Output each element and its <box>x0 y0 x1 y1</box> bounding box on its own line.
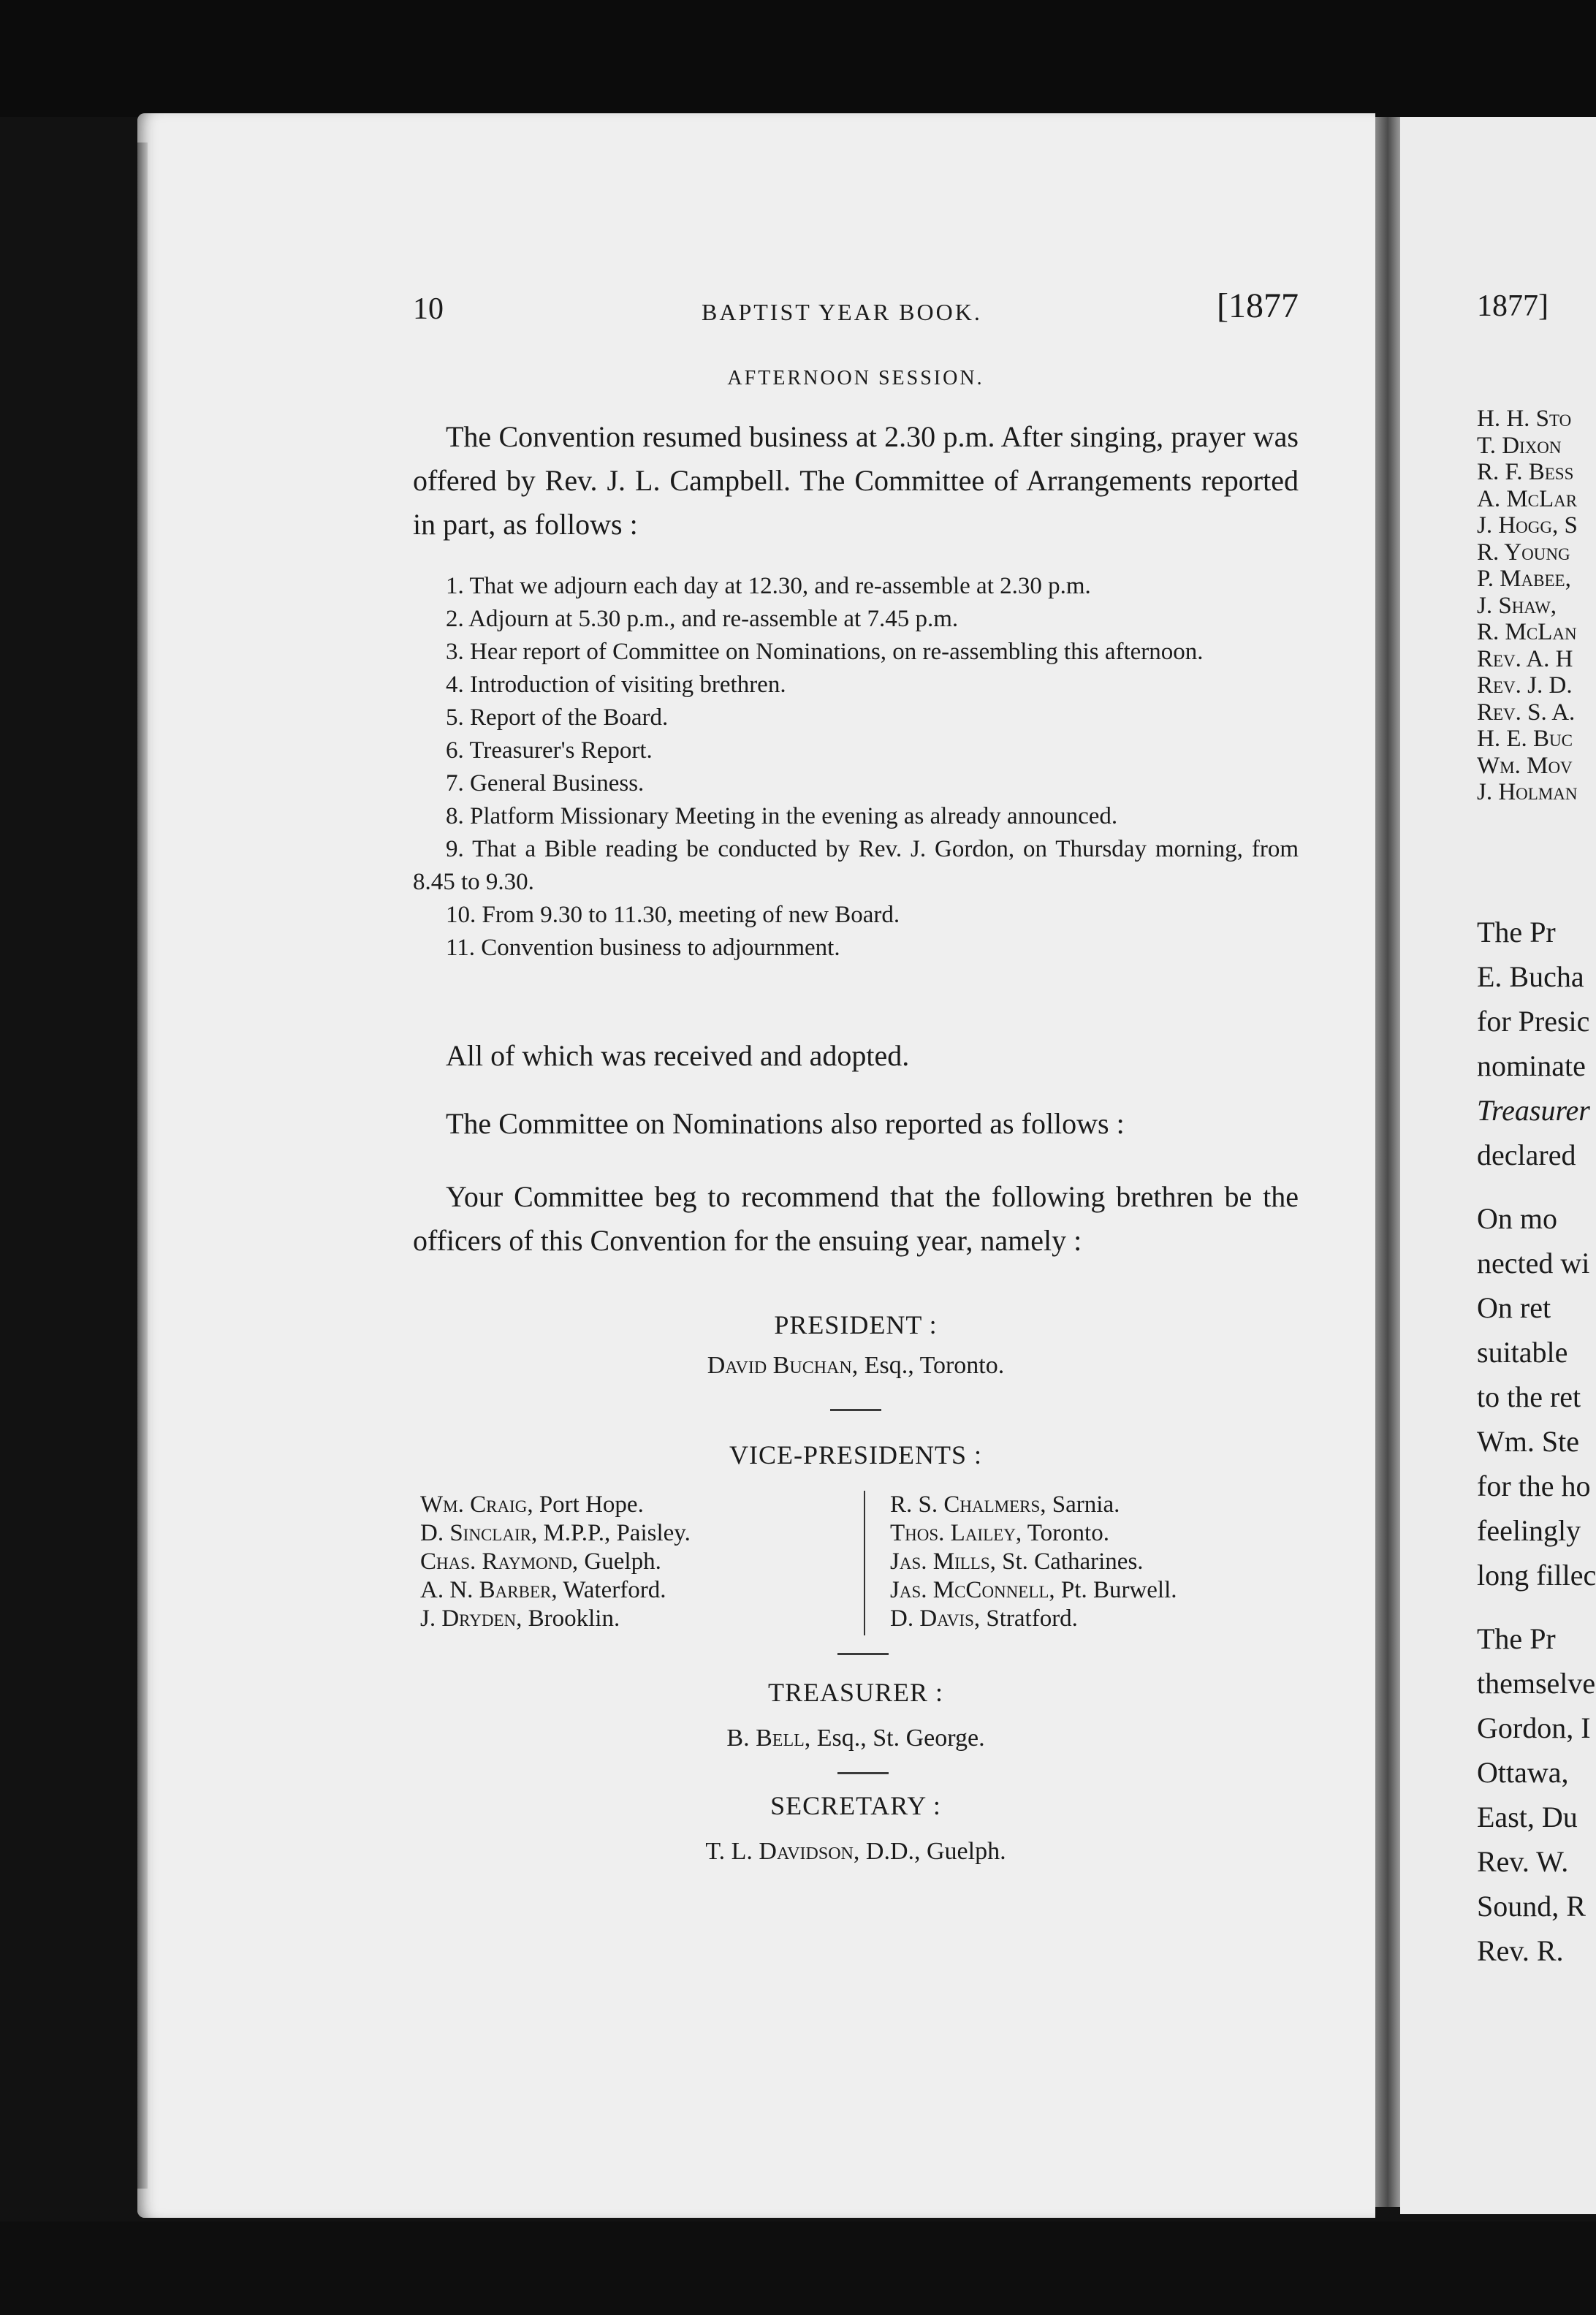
list-item: 1. That we adjourn each day at 12.30, and re-assemble at 2.30 p.m. <box>446 573 1091 599</box>
vice-president-place: , Waterford. <box>551 1577 666 1603</box>
facing-text-line: declared <box>1477 1139 1576 1171</box>
facing-name: J. Holman <box>1477 779 1578 805</box>
column-divider <box>864 1491 865 1635</box>
vice-president-place: , Guelph. <box>571 1548 661 1575</box>
running-year: [1877 <box>1217 286 1299 325</box>
right-page-fragment <box>1400 117 1596 2214</box>
vice-president-name: J. Dryden <box>420 1605 517 1632</box>
vice-president-entry <box>890 1576 1177 1605</box>
facing-text-line: East, Du <box>1477 1801 1578 1833</box>
nominations-paragraph: The Committee on Nominations also reported as follows : <box>446 1107 1125 1140</box>
facing-text-spacer <box>1477 1597 1596 1616</box>
facing-text-spacer <box>1477 1177 1596 1196</box>
vice-president-name: Jas. Mills <box>890 1548 990 1575</box>
vice-president-place: , Sarnia. <box>1040 1491 1120 1518</box>
arrangements-list <box>413 570 1299 965</box>
facing-name: R. McLan <box>1477 619 1577 645</box>
list-item: 2. Adjourn at 5.30 p.m., and re-assemble at 7.45 p.m. <box>446 606 959 632</box>
vice-president-name: Jas. McConnell <box>890 1577 1049 1603</box>
vice-president-entry <box>420 1519 691 1548</box>
vice-president-name: Wm. Craig <box>420 1491 528 1518</box>
secretary-entry <box>413 1838 1299 1866</box>
vice-president-entry <box>420 1605 691 1633</box>
secretary-name: T. L. Davidson <box>705 1838 854 1865</box>
facing-text-line: Sound, R <box>1477 1890 1586 1923</box>
list-item: 11. Convention business to adjournment. <box>446 935 840 961</box>
facing-text-line: for Presic <box>1477 1005 1590 1038</box>
facing-text-line: Treasurer <box>1477 1094 1590 1127</box>
vice-president-name: D. Sinclair <box>420 1520 531 1546</box>
facing-text-line: Wm. Ste <box>1477 1425 1579 1458</box>
vice-presidents-heading: VICE-PRESIDENTS : <box>729 1440 982 1470</box>
vice-president-name: R. S. Chalmers <box>890 1491 1041 1518</box>
president-heading: PRESIDENT : <box>774 1310 938 1339</box>
facing-name: J. Shaw, <box>1477 592 1557 619</box>
vice-president-name: D. Davis <box>890 1605 974 1632</box>
secretary-detail: , D.D., Guelph. <box>853 1838 1006 1865</box>
facing-running-year: 1877] <box>1477 289 1548 323</box>
vice-president-entry <box>890 1605 1177 1633</box>
facing-text-line: Rev. R. <box>1477 1934 1564 1967</box>
list-item: 3. Hear report of Committee on Nominations, on re-assembling this afternoon. <box>446 639 1204 665</box>
section-rule <box>837 1772 889 1774</box>
facing-name: J. Hogg, S <box>1477 512 1578 539</box>
treasurer-entry <box>413 1725 1299 1752</box>
treasurer-name: B. Bell <box>726 1725 805 1752</box>
facing-text-line: for the ho <box>1477 1470 1591 1502</box>
facing-text-line: On ret <box>1477 1291 1551 1324</box>
facing-text-line: The Pr <box>1477 916 1556 949</box>
president-entry <box>413 1352 1299 1380</box>
session-heading: AFTERNOON SESSION. <box>727 367 984 389</box>
facing-name: Rev. A. H <box>1477 645 1573 672</box>
treasurer-heading: TREASURER : <box>767 1678 944 1707</box>
book-gutter <box>1375 117 1400 2207</box>
facing-text-line: feelingly <box>1477 1514 1581 1547</box>
running-head <box>413 281 1299 340</box>
facing-text-line: themselve <box>1477 1667 1596 1700</box>
vice-president-entry <box>890 1548 1177 1576</box>
facing-text-line: Rev. W. <box>1477 1845 1569 1878</box>
list-item: 4. Introduction of visiting brethren. <box>446 672 786 698</box>
vice-president-name: Chas. Raymond <box>420 1548 572 1575</box>
vice-president-entry <box>890 1519 1177 1548</box>
vice-president-entry <box>890 1491 1177 1519</box>
scan-backdrop-bottom <box>0 2221 1596 2315</box>
section-rule <box>837 1653 889 1655</box>
facing-text-line: On mo <box>1477 1202 1557 1235</box>
vice-president-place: , Toronto. <box>1015 1520 1109 1546</box>
facing-name: R. Young <box>1477 539 1570 566</box>
list-item: 8. Platform Missionary Meeting in the evening as already announced. <box>446 803 1118 829</box>
vice-president-name: Thos. Lailey <box>890 1520 1016 1546</box>
facing-name: Rev. J. D. <box>1477 672 1573 699</box>
vice-president-place: , St. Catharines. <box>989 1548 1144 1575</box>
facing-text-line: suitable <box>1477 1336 1568 1369</box>
recommend-paragraph: Your Committee beg to recommend that the following brethren be the officers of this Convention for the ensuing year, namely : <box>413 1180 1299 1257</box>
president-detail: , Esq., Toronto. <box>851 1352 1005 1379</box>
vice-president-entry <box>420 1491 691 1519</box>
facing-name: P. Mabee, <box>1477 566 1571 592</box>
list-item: 9. That a Bible reading be conducted by Rev. J. Gordon, on Thursday morning, from 8.45 to 9.30. <box>413 836 1299 895</box>
list-item: 6. Treasurer's Report. <box>446 737 653 764</box>
president-name: David Buchan <box>707 1352 852 1379</box>
running-title: BAPTIST YEAR BOOK. <box>702 299 982 325</box>
facing-body-text <box>1477 910 1596 1973</box>
list-item: 7. General Business. <box>446 770 645 797</box>
facing-text-line: nected wi <box>1477 1247 1590 1280</box>
secretary-heading: SECRETARY : <box>770 1791 941 1820</box>
list-item: 5. Report of the Board. <box>446 704 669 731</box>
intro-paragraph: The Convention resumed business at 2.30 p.m. After singing, prayer was offered by Rev. J. L. Campbell. The Committee of Arrangements reported in part, as follows : <box>413 420 1299 541</box>
section-rule <box>830 1409 881 1411</box>
vice-president-entry <box>420 1576 691 1605</box>
treasurer-detail: , Esq., St. George. <box>804 1725 985 1752</box>
vice-president-place: , Port Hope. <box>527 1491 644 1518</box>
vice-president-place: , M.P.P., Paisley. <box>531 1520 691 1546</box>
vice-president-entry <box>420 1548 691 1576</box>
facing-name: Wm. Mov <box>1477 752 1573 779</box>
facing-text-line: nominate <box>1477 1049 1586 1082</box>
list-item: 10. From 9.30 to 11.30, meeting of new Board. <box>446 902 900 928</box>
facing-name: H. H. Sto <box>1477 406 1572 432</box>
facing-name-list <box>1477 406 1578 806</box>
adopted-paragraph: All of which was received and adopted. <box>446 1039 910 1072</box>
facing-text-line: to the ret <box>1477 1380 1581 1413</box>
facing-text-line: long fillec <box>1477 1559 1596 1592</box>
facing-text-line: Gordon, I <box>1477 1711 1591 1744</box>
facing-name: T. Dixon <box>1477 432 1562 459</box>
vice-president-place: , Pt. Burwell. <box>1049 1577 1177 1603</box>
vice-presidents-right-column <box>890 1491 1177 1633</box>
page-number: 10 <box>413 292 444 326</box>
facing-name: Rev. S. A. <box>1477 699 1576 726</box>
facing-text-line: E. Bucha <box>1477 960 1584 993</box>
vice-president-place: , Brooklin. <box>516 1605 620 1632</box>
facing-name: H. E. Buc <box>1477 726 1573 752</box>
facing-text-line: The Pr <box>1477 1622 1556 1655</box>
facing-text-line: Ottawa, <box>1477 1756 1569 1789</box>
scan-backdrop-top <box>0 0 1596 117</box>
vice-president-name: A. N. Barber <box>420 1577 552 1603</box>
vice-president-place: , Stratford. <box>973 1605 1078 1632</box>
facing-name: A. McLar <box>1477 485 1578 512</box>
facing-name: R. F. Bess <box>1477 459 1574 485</box>
vice-presidents-left-column <box>420 1491 691 1633</box>
